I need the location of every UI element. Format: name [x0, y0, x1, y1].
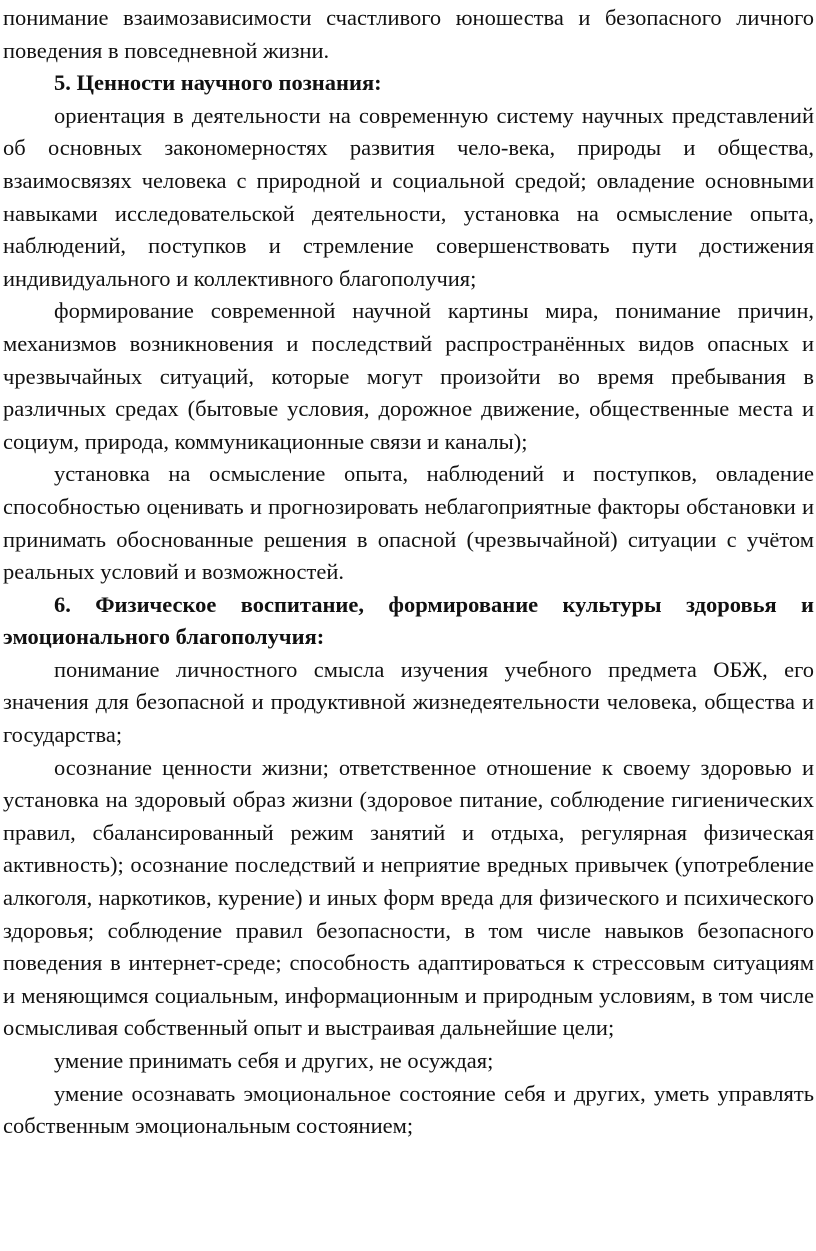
paragraph-emotional-awareness: умение осознавать эмоциональное состояние себя и других, уметь управлять собственным эмоциональным состоянием;: [3, 1080, 814, 1139]
paragraph-self-acceptance: умение принимать себя и других, не осуждая;: [54, 1048, 494, 1073]
paragraph-value-of-life: осознание ценности жизни; ответственное отношение к своему здоровью и установка на здоровый образ жизни (здоровое питание, соблюдение гигиенических правил, сбалансированный режим занятий и отдыха, регулярная физическая активность); осознание последствий и неприятие вредных привычек (употребление алкоголя, наркотиков, курение) и иных форм вреда для физического и психического здоровья; соблюдение правил безопасности, в том числе навыков безопасного поведения в интернет-среде; способность адаптироваться к стрессовым ситуациям и меняющимся социальным, информационным и природным условиям, в том числе осмысливая собственный опыт и выстраивая дальнейшие цели;: [3, 754, 814, 1041]
paragraph-experience-reflection: установка на осмысление опыта, наблюдений и поступков, овладение способностью оценивать и прогнозировать неблагоприятные факторы обстановки и принимать обоснованные решения в опасной (чрезвычайной) ситуации с учётом реальных условий и возможностей.: [3, 461, 814, 585]
section-heading-scientific-knowledge: 5. Ценности научного познания:: [54, 70, 382, 96]
paragraph-scientific-orientation: ориентация в деятельности на современную систему научных представлений об основных закономерностях развития чело-века, природы и общества, взаимосвязях человека с природной и социальной средой; овладение основными навыками исследовательской деятельности, установка на осмысление опыта, наблюдений, поступков и стремление совершенствовать пути достижения индивидуального и коллективного благополучия;: [3, 102, 814, 291]
paragraph-world-picture: формирование современной научной картины мира, понимание причин, механизмов возникновения и последствий распространённых видов опасных и чрезвычайных ситуаций, которые могут произойти во время пребывания в различных средах (бытовые условия, дорожное движение, общественные места и социум, природа, коммуникационные связи и каналы);: [3, 298, 814, 454]
paragraph-continuation: понимание взаимозависимости счастливого юношества и безопасного личного поведения в повседневной жизни.: [3, 5, 814, 63]
paragraph-subject-meaning: понимание личностного смысла изучения учебного предмета ОБЖ, его значения для безопасной и продуктивной жизнедеятельности человека, общества и государства;: [3, 656, 814, 748]
section-heading-physical-education: 6. Физическое воспитание, формирование культуры здоровья и эмоционального благополучия:: [3, 591, 814, 650]
